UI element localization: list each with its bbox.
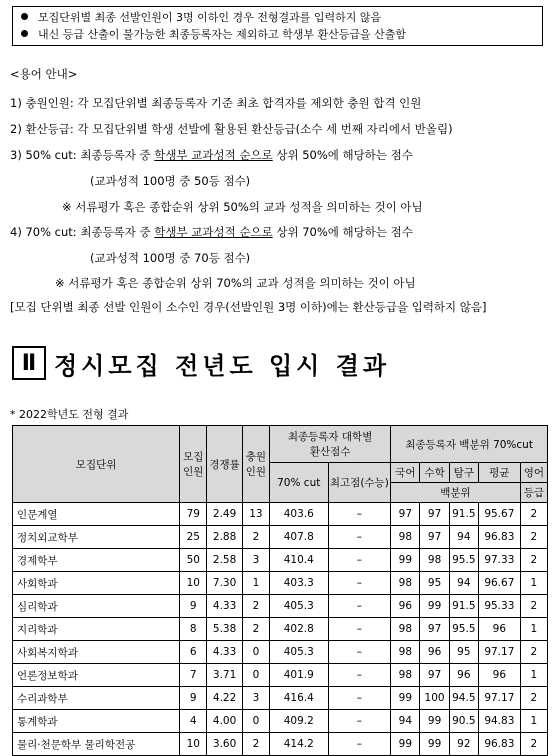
cell-unit: 언론정보학과	[13, 664, 180, 687]
guide-item-4-pre: 4) 70% cut: 최종등록자 중	[10, 225, 155, 239]
guide-item-3	[10, 147, 413, 163]
header-english: 영어	[520, 463, 547, 483]
cell-fill: 2	[242, 733, 269, 756]
cell-cut: 403.6	[270, 503, 329, 526]
table-row	[13, 595, 548, 618]
header-quota: 모집 인원	[180, 426, 207, 503]
cell-kor: 96	[391, 595, 420, 618]
table-row	[13, 733, 548, 756]
cell-fill: 0	[242, 641, 269, 664]
header-top-score: 최고점(수능)	[328, 463, 391, 503]
cell-quota: 10	[180, 733, 207, 756]
guide-item-4	[10, 224, 413, 240]
cell-fill: 3	[242, 549, 269, 572]
cell-ratio: 2.49	[207, 503, 243, 526]
cell-math: 97	[420, 526, 449, 549]
cell-ratio: 3.71	[207, 664, 243, 687]
table-caption: * 2022학년도 전형 결과	[10, 408, 129, 421]
cell-avg: 96.83	[478, 733, 520, 756]
cell-fill: 0	[242, 710, 269, 733]
section-heading	[12, 343, 390, 383]
cell-eng: 2	[520, 503, 547, 526]
table-row	[13, 687, 548, 710]
cell-ratio: 5.38	[207, 618, 243, 641]
cell-kor: 98	[391, 664, 420, 687]
header-ratio: 경쟁률	[207, 426, 243, 503]
cell-inq: 91.5	[449, 595, 478, 618]
bullet-icon	[21, 13, 28, 20]
cell-min: –	[328, 572, 391, 595]
guide-item-1: 1) 충원인원: 각 모집단위별 최종등록자 기준 최초 합격자를 제외한 충원 합격 인원	[10, 96, 422, 110]
cell-min: –	[328, 687, 391, 710]
header-fill: 충원 인원	[242, 426, 269, 503]
cell-math: 100	[420, 687, 449, 710]
cell-kor: 98	[391, 526, 420, 549]
cell-ratio: 3.60	[207, 733, 243, 756]
cell-unit: 정치외교학부	[13, 526, 180, 549]
cell-fill: 2	[242, 526, 269, 549]
cell-min: –	[328, 595, 391, 618]
cell-avg: 96.83	[478, 526, 520, 549]
notice-item	[21, 26, 534, 43]
guide-item-3-post: 상위 50%에 해당하는 점수	[272, 148, 413, 162]
guide-heading: <용어 안내>	[10, 67, 78, 81]
table-row	[13, 664, 548, 687]
cell-math: 97	[420, 503, 449, 526]
cell-avg: 97.17	[478, 687, 520, 710]
cell-min: –	[328, 618, 391, 641]
cell-eng: 2	[520, 595, 547, 618]
cell-ratio: 4.22	[207, 687, 243, 710]
cell-fill: 2	[242, 618, 269, 641]
header-math: 수학	[420, 463, 449, 483]
cell-ratio: 2.58	[207, 549, 243, 572]
cell-min: –	[328, 641, 391, 664]
cell-unit: 경제학부	[13, 549, 180, 572]
cell-math: 99	[420, 710, 449, 733]
cell-quota: 7	[180, 664, 207, 687]
table-row	[13, 572, 548, 595]
cell-quota: 25	[180, 526, 207, 549]
guide-item-4-example: (교과성적 100명 중 70등 점수)	[90, 251, 251, 265]
cell-avg: 95.67	[478, 503, 520, 526]
results-table	[12, 425, 548, 756]
header-unit: 모집단위	[13, 426, 180, 503]
cell-eng: 2	[520, 641, 547, 664]
section-number: Ⅱ	[12, 346, 46, 380]
cell-fill: 13	[242, 503, 269, 526]
cell-quota: 9	[180, 595, 207, 618]
cell-inq: 92	[449, 733, 478, 756]
guide-item-3-underline: 학생부 교과성적 순으로	[154, 148, 273, 162]
cell-kor: 99	[391, 549, 420, 572]
cell-ratio: 4.33	[207, 595, 243, 618]
guide-item-3-note: ※ 서류평가 혹은 종합순위 상위 50%의 교과 성적을 의미하는 것이 아님	[62, 200, 423, 214]
cell-math: 98	[420, 549, 449, 572]
cell-math: 97	[420, 664, 449, 687]
table-row	[13, 549, 548, 572]
cell-unit: 지리학과	[13, 618, 180, 641]
cell-quota: 6	[180, 641, 207, 664]
cell-unit: 사회학과	[13, 572, 180, 595]
cell-unit: 수리과학부	[13, 687, 180, 710]
cell-fill: 1	[242, 572, 269, 595]
cell-fill: 2	[242, 595, 269, 618]
cell-eng: 1	[520, 664, 547, 687]
section-title: 정시모집 전년도 입시 결과	[54, 351, 391, 380]
cell-cut: 409.2	[270, 710, 329, 733]
cell-kor: 99	[391, 733, 420, 756]
cell-cut: 405.3	[270, 595, 329, 618]
cell-cut: 401.9	[270, 664, 329, 687]
cell-quota: 10	[180, 572, 207, 595]
notice-box	[12, 6, 543, 46]
guide-item-3-example: (교과성적 100명 중 50등 점수)	[90, 174, 251, 188]
cell-min: –	[328, 526, 391, 549]
cell-avg: 94.83	[478, 710, 520, 733]
cell-eng: 1	[520, 572, 547, 595]
cell-kor: 97	[391, 503, 420, 526]
cell-inq: 95	[449, 641, 478, 664]
cell-quota: 8	[180, 618, 207, 641]
cell-unit: 통계학과	[13, 710, 180, 733]
cell-inq: 94	[449, 572, 478, 595]
cell-avg: 96	[478, 664, 520, 687]
cell-quota: 9	[180, 687, 207, 710]
guide-item-2: 2) 환산등급: 각 모집단위별 학생 선발에 활용된 환산등급(소수 세 번째 자리에서 반올림)	[10, 122, 453, 136]
header-percentile: 백분위	[391, 483, 521, 503]
cell-quota: 4	[180, 710, 207, 733]
cell-cut: 403.3	[270, 572, 329, 595]
cell-kor: 94	[391, 710, 420, 733]
cell-avg: 96	[478, 618, 520, 641]
cell-min: –	[328, 710, 391, 733]
cell-cut: 405.3	[270, 641, 329, 664]
header-group-percentile: 최종등록자 백분위 70%cut	[391, 426, 548, 463]
cell-ratio: 4.33	[207, 641, 243, 664]
guide-item-4-note: ※ 서류평가 혹은 종합순위 상위 70%의 교과 성적을 의미하는 것이 아님	[55, 276, 416, 290]
cell-cut: 414.2	[270, 733, 329, 756]
cell-kor: 98	[391, 641, 420, 664]
cell-min: –	[328, 549, 391, 572]
cell-fill: 0	[242, 664, 269, 687]
table-row	[13, 503, 548, 526]
cell-ratio: 4.00	[207, 710, 243, 733]
bullet-icon	[21, 30, 28, 37]
notice-text: 모집단위별 최종 선발인원이 3명 이하인 경우 전형결과를 입력하지 않음	[38, 11, 382, 24]
cell-avg: 97.33	[478, 549, 520, 572]
notice-text: 내신 등급 산출이 불가능한 최종등록자는 제외하고 학생부 환산등급을 산출함	[38, 28, 407, 41]
cell-fill: 3	[242, 687, 269, 710]
cell-inq: 95.5	[449, 618, 478, 641]
cell-eng: 2	[520, 549, 547, 572]
cell-eng: 1	[520, 618, 547, 641]
cell-avg: 97.17	[478, 641, 520, 664]
cell-eng: 2	[520, 733, 547, 756]
header-grade: 등급	[520, 483, 547, 503]
cell-unit: 심리학과	[13, 595, 180, 618]
table-row	[13, 526, 548, 549]
guide-footer: [모집 단위별 최종 선발 인원이 소수인 경우(선발인원 3명 이하)에는 환산등급을 입력하지 않음]	[10, 300, 487, 314]
cell-math: 97	[420, 618, 449, 641]
cell-min: –	[328, 664, 391, 687]
cell-kor: 99	[391, 687, 420, 710]
header-cut70: 70% cut	[270, 463, 329, 503]
cell-min: –	[328, 733, 391, 756]
cell-inq: 95.5	[449, 549, 478, 572]
cell-inq: 94	[449, 526, 478, 549]
table-row	[13, 710, 548, 733]
cell-unit: 물리·천문학부 물리학전공	[13, 733, 180, 756]
cell-quota: 79	[180, 503, 207, 526]
cell-unit: 인문계열	[13, 503, 180, 526]
cell-inq: 96	[449, 664, 478, 687]
cell-math: 99	[420, 733, 449, 756]
cell-avg: 96.67	[478, 572, 520, 595]
cell-inq: 90.5	[449, 710, 478, 733]
cell-inq: 91.5	[449, 503, 478, 526]
header-korean: 국어	[391, 463, 420, 483]
guide-item-4-underline: 학생부 교과성적 순으로	[154, 225, 273, 239]
cell-cut: 402.8	[270, 618, 329, 641]
cell-eng: 2	[520, 687, 547, 710]
cell-min: –	[328, 503, 391, 526]
cell-cut: 410.4	[270, 549, 329, 572]
cell-ratio: 7.30	[207, 572, 243, 595]
cell-cut: 416.4	[270, 687, 329, 710]
cell-kor: 98	[391, 618, 420, 641]
cell-math: 95	[420, 572, 449, 595]
table-row	[13, 641, 548, 664]
cell-math: 99	[420, 595, 449, 618]
cell-inq: 94.5	[449, 687, 478, 710]
cell-eng: 1	[520, 710, 547, 733]
guide-item-3-pre: 3) 50% cut: 최종등록자 중	[10, 148, 155, 162]
header-inquiry: 탐구	[449, 463, 478, 483]
cell-math: 96	[420, 641, 449, 664]
guide-item-4-post: 상위 70%에 해당하는 점수	[272, 225, 413, 239]
cell-quota: 50	[180, 549, 207, 572]
cell-cut: 407.8	[270, 526, 329, 549]
notice-item	[21, 9, 534, 26]
cell-unit: 사회복지학과	[13, 641, 180, 664]
cell-avg: 95.33	[478, 595, 520, 618]
cell-eng: 2	[520, 526, 547, 549]
header-group-converted: 최종등록자 대학별 환산점수	[270, 426, 391, 463]
header-average: 평균	[478, 463, 520, 483]
cell-ratio: 2.88	[207, 526, 243, 549]
cell-kor: 98	[391, 572, 420, 595]
table-row	[13, 618, 548, 641]
